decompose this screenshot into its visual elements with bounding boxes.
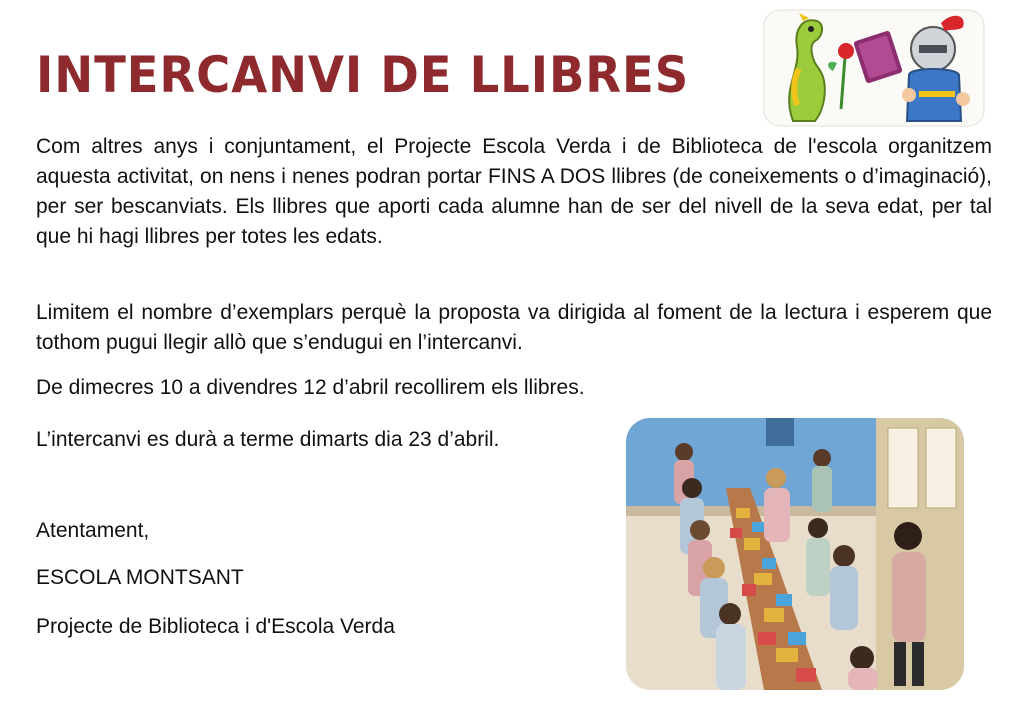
paragraph-activity: Com altres anys i conjuntament, el Projecte Escola Verda i de Biblioteca de l'escola organitzem aquesta activitat, on nens i nenes podran portar FINS A DOS llibres (de coneixements o d’imaginació), per ser bescanviats. Els llibres que aporti cada alumne han de ser del nivell de la seva edat, per tal que hi hagi llibres per totes les edats.: [36, 135, 992, 248]
closing-text: Atentament,: [36, 519, 150, 542]
page-title: INTERCANVI DE LLIBRES: [36, 46, 690, 104]
children-books-photo: [626, 418, 964, 690]
paragraph-limit: Limitem el nombre d’exemplars perquè la proposta va dirigida al foment de la lectura i esperem que tothom pugui llegir allò que s’endugui en l’intercanvi.: [36, 301, 992, 354]
dragon-knight-illustration: [763, 9, 985, 127]
paragraph-collection-dates: De dimecres 10 a divendres 12 d’abril recollirem els llibres.: [36, 376, 585, 399]
paragraph-exchange-date: L’intercanvi es durà a terme dimarts dia 23 d’abril.: [36, 428, 500, 451]
school-name: ESCOLA MONTSANT: [36, 566, 244, 589]
project-name: Projecte de Biblioteca i d'Escola Verda: [36, 615, 395, 638]
